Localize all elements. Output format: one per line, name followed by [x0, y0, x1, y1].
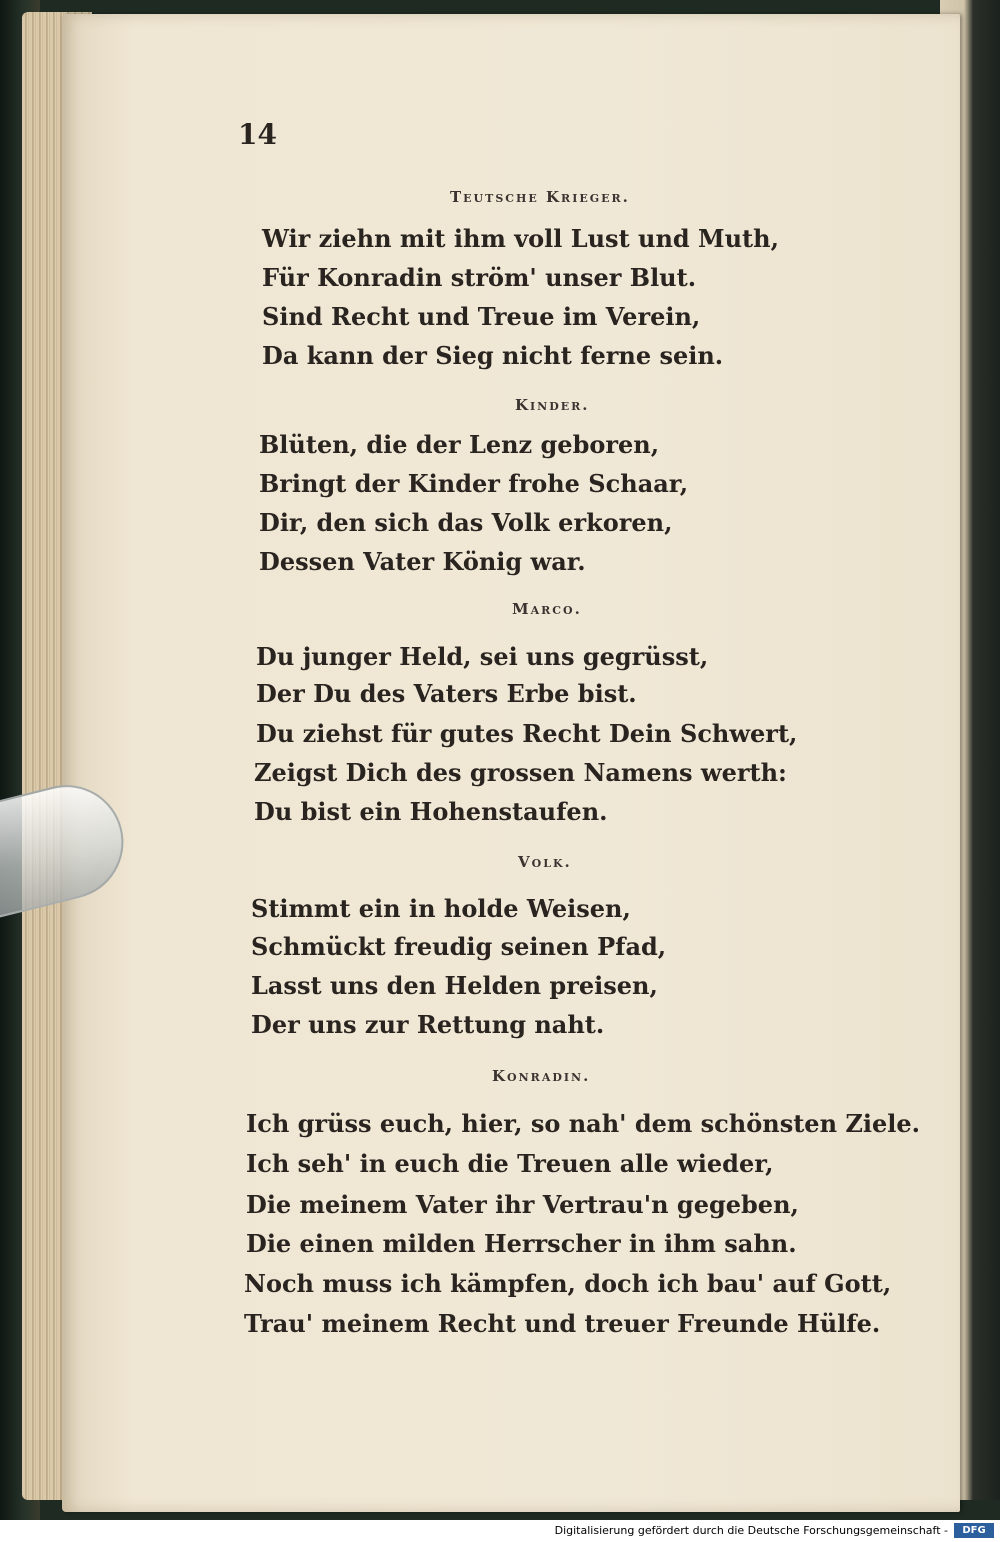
verse-line: Zeigst Dich des grossen Namens werth: [254, 758, 787, 787]
verse-line: Die meinem Vater ihr Vertrau'n gegeben, [246, 1190, 799, 1219]
verse-line: Stimmt ein in holde Weisen, [251, 894, 631, 923]
verse-line: Dessen Vater König war. [259, 547, 586, 576]
verse-line: Da kann der Sieg nicht ferne sein. [262, 341, 724, 370]
verse-line: Dir, den sich das Volk erkoren, [259, 508, 673, 537]
footer-credit: Digitalisierung gefördert durch die Deutsche Forschungsgemeinschaft - [554, 1524, 948, 1537]
footer-bar [0, 1520, 1000, 1542]
verse-line: Die einen milden Herrscher in ihm sahn. [246, 1229, 797, 1258]
verse-line: Bringt der Kinder frohe Schaar, [259, 469, 689, 498]
verse-line: Blüten, die der Lenz geboren, [259, 430, 660, 459]
speaker-heading: Teutsche Krieger. [450, 188, 630, 206]
verse-line: Der Du des Vaters Erbe bist. [256, 679, 637, 708]
speaker-heading: Volk. [518, 853, 572, 871]
verse-line: Ich seh' in euch die Treuen alle wieder, [246, 1149, 774, 1178]
verse-line: Du ziehst für gutes Recht Dein Schwert, [256, 719, 798, 748]
verse-line: Wir ziehn mit ihm voll Lust und Muth, [262, 224, 779, 253]
verse-line: Ich grüss euch, hier, so nah' dem schönsten Ziele. [246, 1109, 921, 1138]
verse-line: Trau' meinem Recht und treuer Freunde Hülfe. [244, 1309, 881, 1338]
speaker-heading: Konradin. [492, 1067, 591, 1085]
verse-line: Lasst uns den Helden preisen, [251, 971, 658, 1000]
verse-line: Sind Recht und Treue im Verein, [262, 302, 701, 331]
verse-line: Für Konradin ström' unser Blut. [262, 263, 697, 292]
verse-line: Schmückt freudig seinen Pfad, [251, 932, 667, 961]
speaker-heading: Marco. [512, 600, 582, 618]
verse-line: Du bist ein Hohenstaufen. [254, 797, 608, 826]
verse-line: Der uns zur Rettung naht. [251, 1010, 605, 1039]
verse-line: Noch muss ich kämpfen, doch ich bau' auf Gott, [244, 1269, 892, 1298]
speaker-heading: Kinder. [515, 396, 590, 414]
dfg-logo[interactable]: DFG [954, 1523, 994, 1538]
page-number: 14 [238, 118, 277, 151]
verse-line: Du junger Held, sei uns gegrüsst, [256, 642, 709, 671]
